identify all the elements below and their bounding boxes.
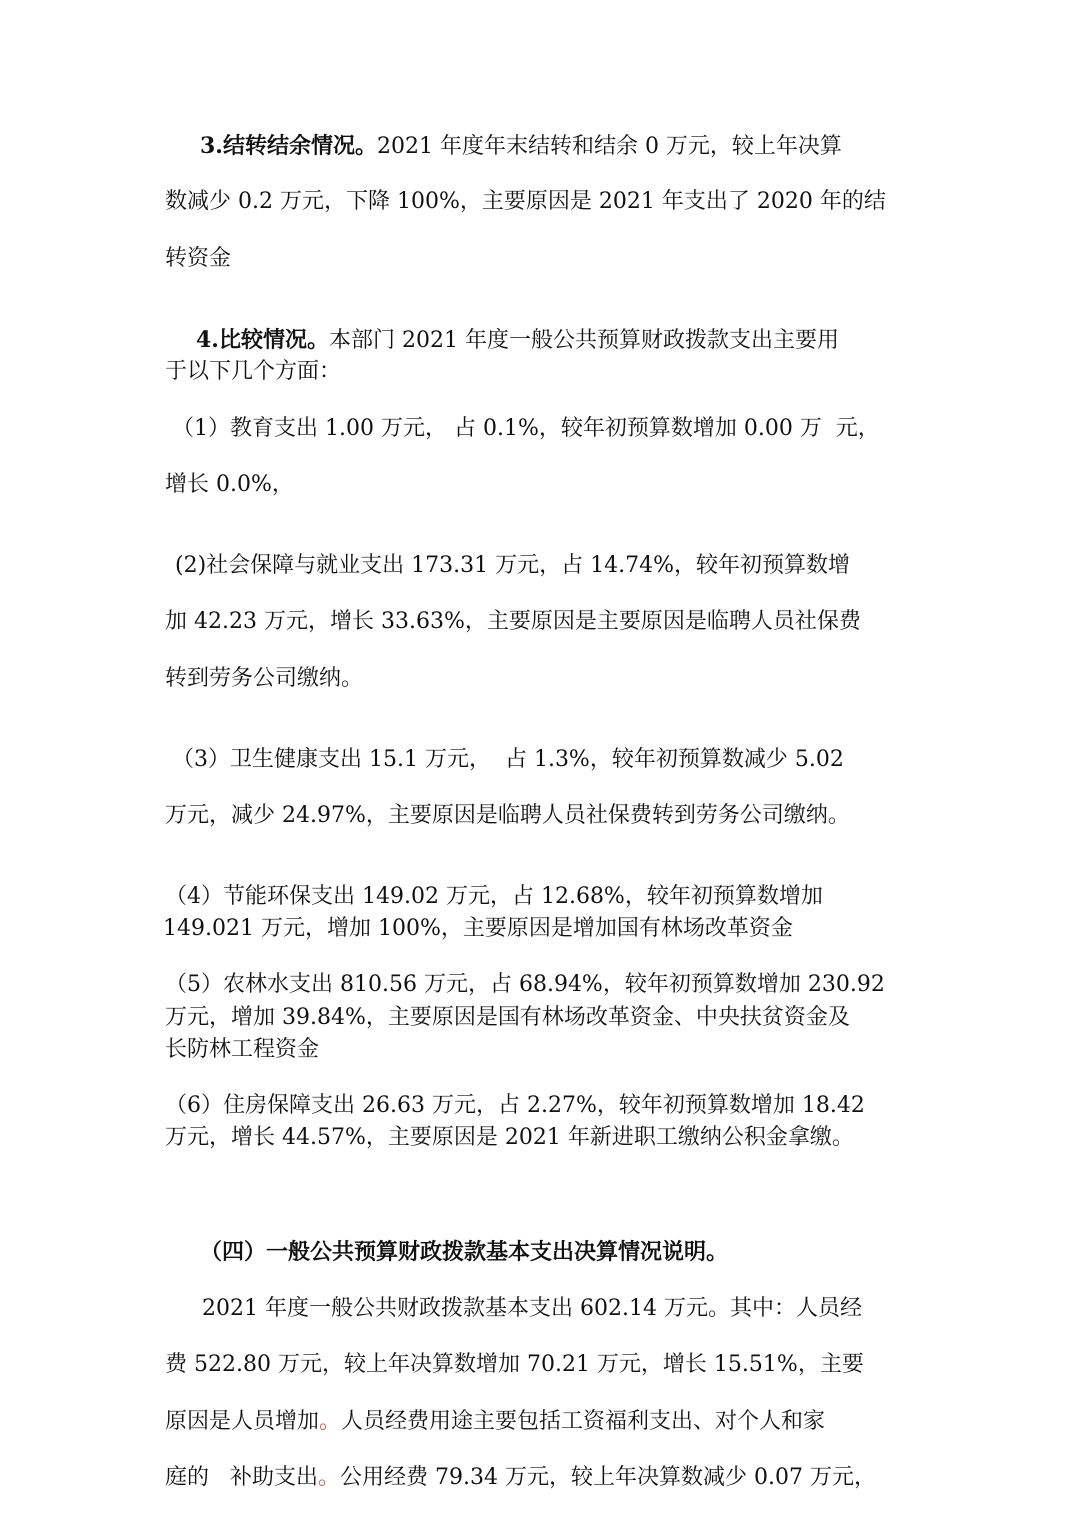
list-item-line: 加 42.23 万元，增长 33.63%，主要原因是主要原因是临聘人员社保费 [165,609,861,634]
list-item-line: 长防林工程资金 [165,1037,320,1062]
list-item-line: 万元，增加 39.84%，主要原因是国有林场改革资金、中央扶贫资金及 [165,1005,850,1030]
list-item-line: （5）农林水支出 810.56 万元，占 68.94%，较年初预算数增加 230.92 [165,972,885,997]
list-item-line: （4）节能环保支出 149.02 万元，占 12.68%，较年初预算数增加 [165,884,823,909]
paragraph-line: 于以下几个方面： [165,359,342,384]
list-item-line: （1）教育支出 1.00 万元， 占 0.1%，较年初预算数增加 0.00 万 元， [172,416,880,441]
paragraph-text: 公用经费 79.34 万元，较上年决算数减少 0.07 万元， [340,1465,876,1490]
list-item-line: 149.021 万元，增加 100%，主要原因是增加国有林场改革资金 [163,916,793,941]
paragraph-text: 人员经费用途主要包括工资福利支出、对个人和家 [341,1409,826,1434]
highlighted-punctuation: 。 [319,1409,342,1434]
paragraph-line [200,131,842,162]
paragraph-line [165,1463,876,1493]
paragraph-line: 费 522.80 万元，较上年决算数增加 70.21 万元，增长 15.51%，主要 [165,1352,864,1377]
paragraph-line: 数减少 0.2 万元，下降 100%，主要原因是 2021 年支出了 2020 年的结 [165,189,886,214]
list-item-line: 万元，减少 24.97%，主要原因是临聘人员社保费转到劳务公司缴纳。 [165,803,850,828]
paragraph-text: 2021 年度年末结转和结余 0 万元，较上年决算 [376,134,842,159]
paragraph-text: 原因是人员增加 [165,1409,320,1434]
paragraph-line: 转资金 [165,246,232,271]
list-item-line: （3）卫生健康支出 15.1 万元， 占 1.3%，较年初预算数减少 5.02 [172,747,844,772]
paragraph-text: 本部门 2021 年度一般公共预算财政拨款支出主要用 [328,328,839,353]
section-heading: 3.结转结余情况。 [200,133,377,159]
highlighted-punctuation: 。 [317,1465,340,1490]
paragraph-line [165,1407,825,1437]
list-item-line: (2)社会保障与就业支出 173.31 万元，占 14.74%，较年初预算数增 [175,553,851,578]
list-item-line: 转到劳务公司缴纳。 [165,666,364,691]
list-item-line: 增长 0.0%， [165,472,294,497]
list-item-line: 万元，增长 44.57%，主要原因是 2021 年新进职工缴纳公积金拿缴。 [165,1125,854,1150]
paragraph-line [196,325,839,356]
section-heading: （四）一般公共预算财政拨款基本支出决算情况说明。 [200,1239,729,1265]
list-item-line: （6）住房保障支出 26.63 万元，占 2.27%，较年初预算数增加 18.42 [165,1093,865,1118]
section-heading: 4.比较情况。 [196,327,329,353]
paragraph-line: 2021 年度一般公共财政拨款基本支出 602.14 万元。其中：人员经 [202,1296,862,1321]
paragraph-text: 庭的 补助支出 [165,1465,318,1490]
